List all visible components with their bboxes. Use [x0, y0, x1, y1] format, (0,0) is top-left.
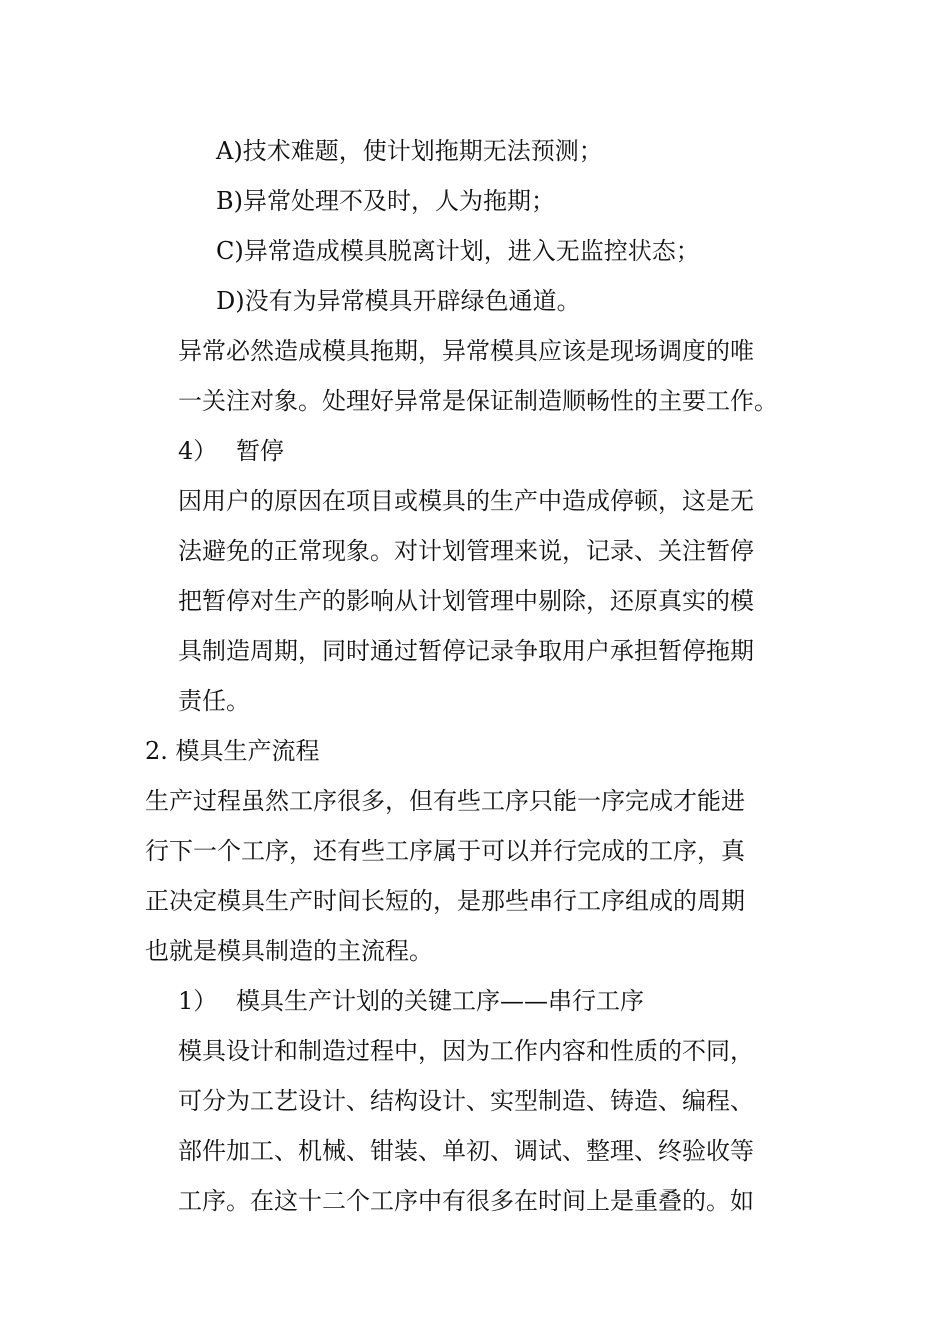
list-item-c: C)异常造成模具脱离计划，进入无监控状态；: [216, 237, 700, 265]
paragraph-process-line: 工序。在这十二个工序中有很多在时间上是重叠的。如: [178, 1187, 754, 1215]
paragraph-process-line: 模具设计和制造过程中，因为工作内容和性质的不同，: [178, 1037, 754, 1065]
paragraph-anomaly-line: 异常必然造成模具拖期，异常模具应该是现场调度的唯: [178, 337, 754, 365]
paragraph-flow-line: 生产过程虽然工序很多，但有些工序只能一序完成才能进: [145, 787, 745, 815]
paragraph-flow-line: 行下一个工序，还有些工序属于可以并行完成的工序，真: [145, 837, 745, 865]
paragraph-process-line: 可分为工艺设计、结构设计、实型制造、铸造、编程、: [178, 1087, 754, 1115]
paragraph-pause-line: 法避免的正常现象。对计划管理来说，记录、关注暂停: [178, 537, 754, 565]
paragraph-pause-line: 责任。: [178, 687, 250, 715]
paragraph-flow-line: 正决定模具生产时间长短的，是那些串行工序组成的周期: [145, 887, 745, 915]
paragraph-flow-line: 也就是模具制造的主流程。: [145, 937, 433, 965]
subheading-number: 4）: [178, 437, 218, 465]
list-item-a: A)技术难题，使计划拖期无法预测；: [216, 137, 603, 165]
paragraph-pause-line: 把暂停对生产的影响从计划管理中剔除，还原真实的模: [178, 587, 754, 615]
subheading-title: 模具生产计划的关键工序——串行工序: [236, 987, 644, 1015]
paragraph-pause-line: 因用户的原因在项目或模具的生产中造成停顿，这是无: [178, 487, 754, 515]
list-item-d: D)没有为异常模具开辟绿色通道。: [216, 287, 581, 315]
subheading-serial-process: [178, 986, 644, 1016]
list-item-b: B)异常处理不及时，人为拖期；: [216, 187, 555, 215]
subheading-title: 暂停: [236, 437, 284, 465]
section-heading: 2. 模具生产流程: [145, 737, 320, 765]
subheading-pause: [178, 436, 284, 466]
subheading-number: 1）: [178, 987, 218, 1015]
paragraph-pause-line: 具制造周期，同时通过暂停记录争取用户承担暂停拖期: [178, 637, 754, 665]
paragraph-process-line: 部件加工、机械、钳装、单初、调试、整理、终验收等: [178, 1137, 754, 1165]
paragraph-anomaly-line: 一关注对象。处理好异常是保证制造顺畅性的主要工作。: [178, 387, 778, 415]
